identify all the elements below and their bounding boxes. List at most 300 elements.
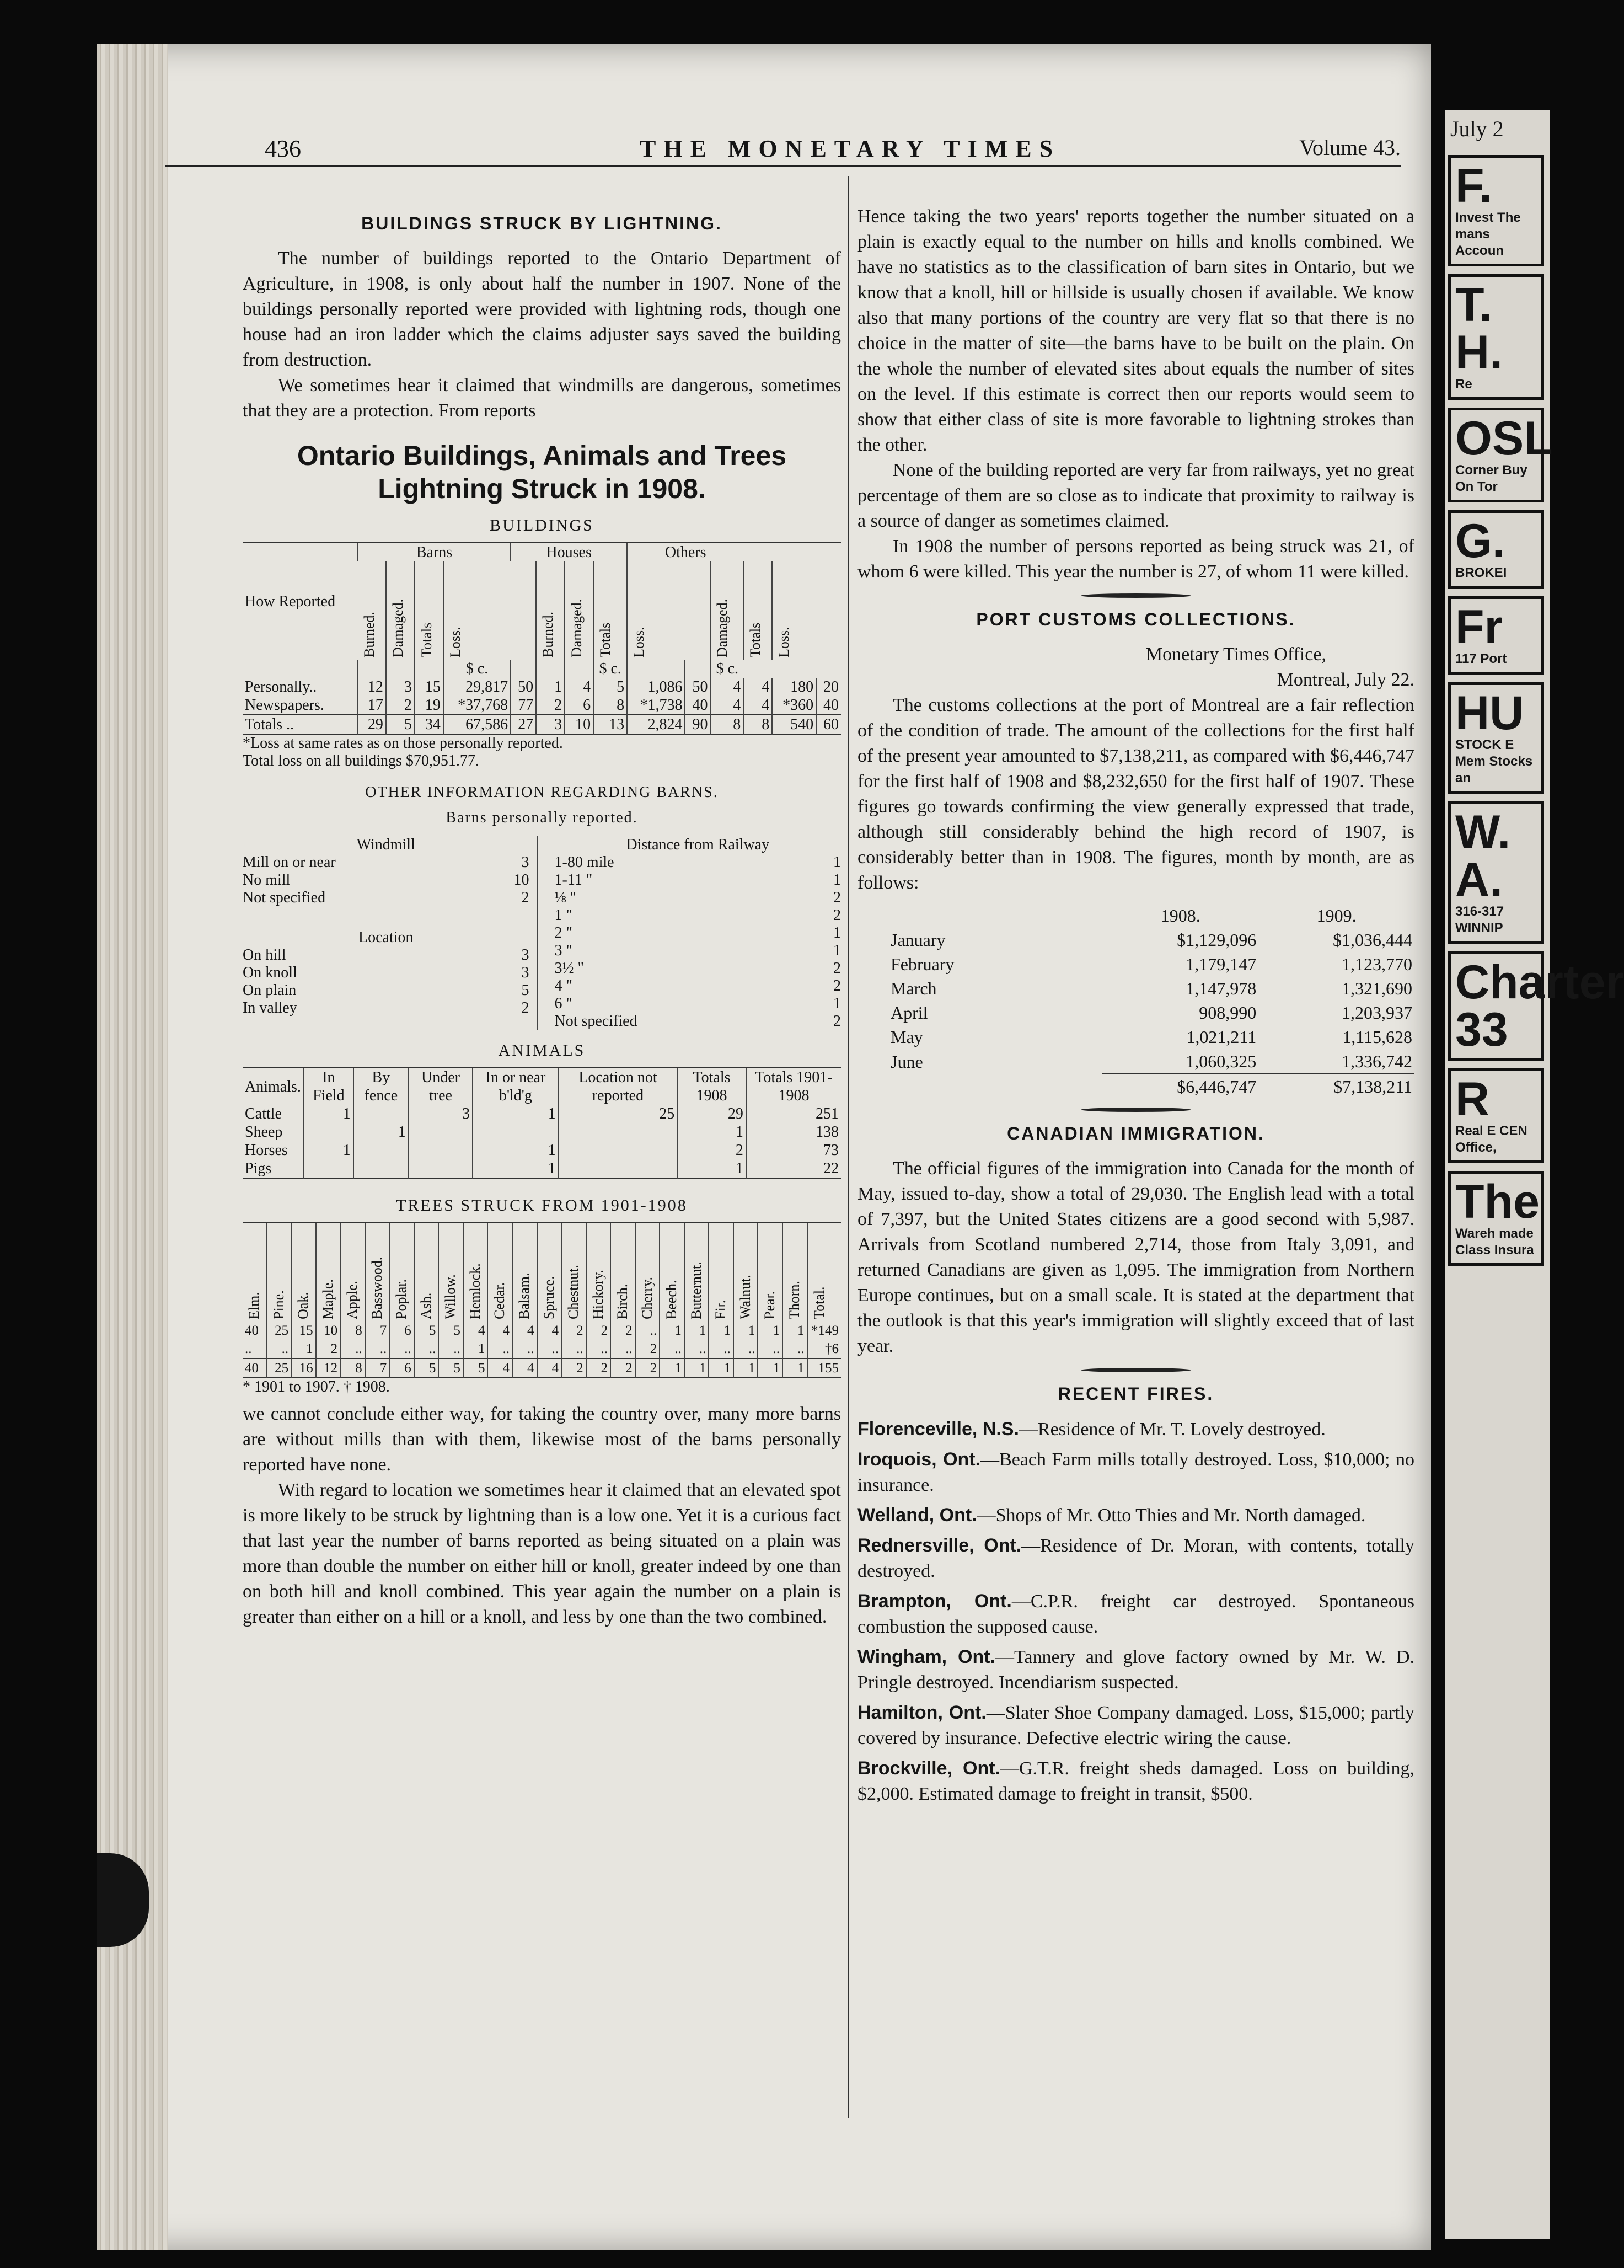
table-cell [409,1123,473,1141]
table-cell: 1 [782,1322,807,1340]
fire-text: —Tannery and glove factory owned by Mr. W. D. Pringle destroyed. Incendiarism suspected. [857,1647,1415,1693]
buildings-table [243,542,841,735]
table-row [243,1358,841,1378]
table-cell: 16 [291,1358,316,1378]
fire-item [857,1533,1414,1584]
barns-group: Barns [358,543,511,562]
table-cell: 25 [267,1322,292,1340]
ad-small-text: Re [1455,377,1472,392]
table-row [857,976,1414,1001]
list-item [555,889,842,907]
column-rule [848,176,849,2118]
table-cell: 2 [316,1340,341,1358]
table-cell: .. [512,1340,537,1358]
windmill-heading: Windmill [356,836,415,853]
item-label: Mill on or near [243,854,336,871]
table-cell: .. [340,1340,365,1358]
ad-big-text: The [1455,1175,1540,1228]
tree-col-header [709,1223,733,1322]
table-cell: 1 [709,1358,733,1378]
table-cell: 25 [267,1358,292,1378]
table-cell: .. [537,1340,562,1358]
month-1909: 1,321,690 [1342,978,1412,998]
table-row [243,678,841,696]
customs-heading: PORT CUSTOMS COLLECTIONS. [976,609,1296,629]
table-cell: 29 [358,715,386,734]
ad-small-text: Corner Buy On Tor [1455,463,1527,494]
adjacent-ad [1448,1171,1544,1266]
table-cell: 1 [733,1322,758,1340]
tree-col-label: Pine. [270,1290,287,1319]
houses-group: Houses [511,543,627,562]
tree-col-header [291,1223,316,1322]
tree-col-header [807,1223,841,1322]
lightning-para-5: Hence taking the two years' reports together the number situated on a plain is exactly equal to the number on hills and knolls combined. We have no statistics as to the classification of barn sites in Ontario, but we know that a knoll, hill or hillside is usually chosen if available. We know also that many portions of the country are very flat so that there is no choice in the matter of site—the barns have to be built on the plain. On the whole the number of elevated sites about equals the number of sites on the level. If this estimate is correct then our reports would seem to show that either class of site is more favorable to lightning strokes than the other. [857,206,1414,455]
ad-small-text: Wareh made Class Insura [1455,1226,1534,1258]
table-cell: 4 [487,1322,512,1340]
adjacent-ad [1448,596,1544,675]
col-header-label: Damaged. [389,598,406,657]
fire-text: —Residence of Mr. T. Lovely destroyed. [1019,1419,1326,1440]
tree-col-label: Apple. [344,1280,361,1319]
table-cell: 3 [409,1105,473,1123]
table-cell: 2 [561,1358,586,1378]
month-1908: 1,021,211 [1186,1027,1257,1047]
table-cell: 5 [463,1358,488,1378]
table-cell: 1 [758,1358,782,1378]
item-label: 2 " [554,924,572,942]
tree-col-label: Balsam. [516,1272,532,1319]
table-cell: 34 [415,715,443,734]
table-cell: 8 [710,715,743,734]
table-title-line-2: Lightning Struck in 1908. [378,473,706,504]
table-cell: Sheep [245,1124,283,1141]
ad-big-text: F. [1455,159,1492,212]
tree-col-label: Cherry. [639,1276,655,1319]
table-cell: 6 [389,1322,414,1340]
col-header-damaged [710,561,743,660]
month-label: February [891,954,955,974]
fire-place: Welland, Ont. [857,1505,977,1526]
table-cell: 7 [365,1322,390,1340]
fire-place: Hamilton, Ont. [857,1702,987,1723]
lightning-para-3: we cannot conclude either way, for taking the country over, many more barns are without mills than with them, likewise most of the barns personally reported have none. [243,1404,841,1475]
immigration-para: The official figures of the immigration into Canada for the month of May, issued to-day, show a total of 29,030. The English lead with a total of 7,397, but the United States citizens are a good second with 5,987. Arrivals from Scotland numbered 2,714, those from Italy 3,091, and returned Canadians are given as 1,095. The immigration from Northern Europe continues, but on a small scale. It is stated at the department that the outlook is that this year's immigration will slightly exceed that of last year. [857,1158,1414,1356]
table-cell: 40 [243,1358,267,1378]
table-cell: 4 [463,1322,488,1340]
tree-col-header [389,1223,414,1322]
item-label: 1 " [554,907,572,924]
section-ornament [1081,1108,1191,1112]
table-cell: *149 [807,1322,841,1340]
list-item [243,871,529,889]
month-1908: 908,990 [1199,1003,1257,1023]
tree-col-label: Hemlock. [467,1263,483,1319]
table-cell: 12 [316,1358,341,1378]
item-value: 1 [833,854,841,871]
table-cell: 1 [660,1322,684,1340]
list-item [555,907,842,924]
table-cell: 4 [512,1358,537,1378]
tree-col-header [561,1223,586,1322]
table-cell: 2 [677,1141,746,1159]
table-cell: 13 [593,715,627,734]
masthead-title: THE MONETARY TIMES [640,135,1061,162]
col-header-label: Totals [747,622,764,657]
cents-label: c. [477,660,489,677]
table-cell: 4 [565,678,593,696]
table-row [243,1105,841,1123]
table-cell: 2 [586,1322,611,1340]
col-header-label: Loss. [776,627,792,657]
lightning-heading: BUILDINGS STRUCK BY LIGHTNING. [361,213,722,233]
table-cell: 4 [710,696,743,715]
fire-text: —Residence of Dr. Moran, with contents, totally destroyed. [857,1536,1414,1581]
table-cell: 5 [386,715,415,734]
table-row [857,928,1414,952]
item-value: 2 [833,977,841,994]
item-value: 1 [833,871,841,889]
item-label: No mill [243,871,291,889]
table-cell [473,1123,559,1141]
list-item [555,995,842,1013]
month-1909: 1,123,770 [1342,954,1412,974]
trees-label: TREES STRUCK FROM 1901-1908 [396,1196,688,1215]
ad-big-text: T. H. [1455,279,1503,379]
animals-label: ANIMALS [498,1041,586,1060]
table-cell: 67,586 [443,715,511,734]
item-value: 2 [833,960,841,977]
railway-heading: Distance from Railway [626,836,770,853]
col-header-loss [627,561,710,660]
table-cell: *1,738 [627,696,685,715]
table-cell: 77 [511,696,536,715]
table-cell: 4 [710,678,743,696]
table-cell: Totals .. [243,715,358,734]
adjacent-ad [1448,1068,1544,1163]
tree-col-label: Chestnut. [565,1265,582,1319]
tree-col-label: Beech. [663,1280,680,1319]
table-cell: 40 [685,696,710,715]
how-reported-header: How Reported [245,593,336,610]
col-header-label: Burned. [540,611,556,657]
customs-table [857,903,1414,1099]
table-cell: 8 [340,1358,365,1378]
table-cell: 4 [487,1358,512,1378]
other-info-heading: OTHER INFORMATION REGARDING BARNS. [365,784,719,801]
item-label: On plain [243,982,297,999]
item-label: 6 " [554,995,572,1012]
trees-note: * 1901 to 1907. † 1908. [243,1378,390,1395]
table-cell: 1 [733,1358,758,1378]
item-value: 1 [833,942,841,959]
tree-col-header [463,1223,488,1322]
volume-label: Volume 43. [1299,135,1401,160]
animal-col-header: In or near b'ld'g [473,1068,559,1105]
table-cell: 540 [772,715,816,734]
lightning-para-6: None of the building reported are very far from railways, yet no great percentage of them are so close as to indicate that proximity to railway is a source of danger as sometimes claimed. [857,460,1414,531]
table-cell: 1 [463,1340,488,1358]
table-cell: .. [782,1340,807,1358]
other-info-sub: Barns personally reported. [446,809,638,826]
table-cell: 5 [593,678,627,696]
tree-col-header [316,1223,341,1322]
ad-big-text: OSL [1455,412,1553,465]
item-label: 1-11 " [554,871,593,889]
table-cell: 155 [807,1358,841,1378]
fire-place: Brampton, Ont. [857,1591,1012,1612]
list-item [555,942,842,960]
list-item [555,871,842,889]
item-label: 4 " [554,977,572,994]
fire-item [857,1588,1414,1640]
table-cell: 1 [782,1358,807,1378]
tree-col-label: Birch. [614,1283,631,1319]
fires-list [857,1416,1414,1807]
table-cell: .. [709,1340,733,1358]
table-cell: .. [684,1340,709,1358]
col-header-damaged [565,561,593,660]
lightning-para-4: With regard to location we sometimes hear it claimed that an elevated spot is more likely to be struck by lightning than is a low one. Yet it is a curious fact that last year the number of barns reported as being situated on a plain was more than double the number on either hill or knoll, greater indeed by one than on both hill and knoll combined. This year again the number on a plain is greater than either on a hill or a knoll, and less by one than the two combined. [243,1480,841,1627]
list-item [243,946,529,964]
section-ornament [1081,1368,1191,1372]
table-cell: 90 [685,715,710,734]
table-title-line-1: Ontario Buildings, Animals and Trees [297,440,787,471]
col-header-label: Damaged. [569,598,585,657]
table-cell [353,1159,409,1178]
fire-place: Brockville, Ont. [857,1758,1000,1779]
list-item [555,977,842,995]
item-label: On hill [243,946,286,964]
col-header-label: Damaged. [714,598,731,657]
month-1909: $1,036,444 [1333,930,1412,950]
adjacent-ad [1448,951,1624,1061]
lightning-para-2: We sometimes hear it claimed that windmills are dangerous, sometimes that they are a protection. From reports [243,375,841,421]
list-item [243,889,529,907]
ad-big-text: Charter 33 [1455,956,1624,1056]
table-cell: .. [267,1340,292,1358]
list-item [243,964,529,982]
item-value: 2 [521,889,529,906]
col-header-totals [743,561,772,660]
list-item [555,924,842,942]
ad-big-text: Fr [1455,601,1503,654]
table-cell: 1 [473,1105,559,1123]
adjacent-page [1445,110,1624,2239]
table-cell: 1 [758,1322,782,1340]
ad-small-text: 117 Port [1455,651,1507,666]
table-cell: 2 [610,1322,635,1340]
tree-col-header [537,1223,562,1322]
ad-big-text: HU [1455,687,1524,740]
table-cell: 4 [537,1322,562,1340]
table-row [243,1141,841,1159]
currency-sign: $ [716,660,724,677]
buildings-label: BUILDINGS [490,516,594,534]
table-cell: Personally.. [245,678,317,696]
table-cell: 1 [304,1105,353,1123]
animal-col-header: Totals 1901-1908 [746,1068,841,1105]
tree-col-header [414,1223,439,1322]
item-label: In valley [243,999,297,1017]
table-cell: .. [389,1340,414,1358]
table-cell: 12 [358,678,386,696]
ad-big-text: G. [1455,515,1505,568]
table-cell: Pigs [245,1160,272,1177]
immigration-heading: CANADIAN IMMIGRATION. [1007,1124,1265,1143]
table-cell: .. [660,1340,684,1358]
tree-col-label: Willow. [442,1274,459,1319]
table-cell: .. [438,1340,463,1358]
month-label: January [891,930,946,950]
month-label: May [891,1027,923,1047]
total-loss-note: Total loss on all buildings $70,951.77. [243,752,479,769]
table-cell [304,1159,353,1178]
table-cell: 251 [746,1105,841,1123]
right-column [857,204,1414,1807]
fire-text: —Beach Farm mills totally destroyed. Loss, $10,000; no insurance. [857,1449,1414,1495]
month-1908: 1,147,978 [1186,978,1257,998]
fire-text: —Shops of Mr. Otto Thies and Mr. North damaged. [977,1505,1366,1526]
table-cell: 8 [743,715,772,734]
tree-col-header [610,1223,635,1322]
table-cell: 2 [610,1358,635,1378]
animal-col-header: Location not reported [559,1068,677,1105]
table-cell: 5 [438,1358,463,1378]
table-cell: Cattle [245,1105,282,1122]
fire-item [857,1644,1414,1695]
table-cell [409,1141,473,1159]
tree-col-header [243,1223,267,1322]
tree-col-label: Poplar. [393,1279,410,1319]
table-cell: 29,817 [443,678,511,696]
tree-col-header [365,1223,390,1322]
table-cell: 10 [316,1322,341,1340]
col-header-label: Totals [597,622,614,657]
ad-small-text: BROKEI [1455,565,1507,580]
left-column [243,204,841,1630]
loss-note: *Loss at same rates as on those personally reported. [243,735,563,752]
table-cell: 29 [677,1105,746,1123]
tree-col-label: Total. [811,1286,827,1319]
ad-small-text: 316-317 WINNIP [1455,904,1504,935]
tree-col-header [635,1223,660,1322]
table-cell: 2 [635,1340,660,1358]
table-cell [559,1141,677,1159]
item-value: 2 [833,1013,841,1030]
col-header-totals [415,561,443,660]
adjacent-header: July 2 [1450,116,1504,141]
item-value: 5 [521,982,529,999]
animal-col-header: By fence [353,1068,409,1105]
tree-col-label: Butternut. [688,1261,704,1319]
tree-col-label: Hickory. [589,1269,606,1319]
customs-office: Monetary Times Office, [1145,644,1326,665]
month-1909: 1,336,742 [1342,1051,1412,1071]
fire-text: —G.T.R. freight sheds damaged. Loss on building, $2,000. Estimated damage to freight in transit, $500. [857,1758,1414,1804]
tree-col-label: Ash. [417,1292,434,1319]
table-cell: 1,086 [627,678,685,696]
table-cell: 50 [685,678,710,696]
item-label: Not specified [554,1013,637,1030]
tree-col-label: Fir. [712,1299,729,1319]
table-cell [353,1105,409,1123]
item-value: 3 [521,964,529,981]
table-cell: 27 [511,715,536,734]
ad-big-text: W. A. [1455,806,1511,906]
table-cell: 180 [772,678,816,696]
table-cell: .. [635,1322,660,1340]
table-cell [353,1141,409,1159]
cents-label: c. [610,660,621,677]
table-cell: 19 [415,696,443,715]
animal-col-header: In Field [304,1068,353,1105]
col-header-totals [593,561,627,660]
item-value: 1 [833,995,841,1012]
table-cell: 4 [743,696,772,715]
table-cell: 1 [660,1358,684,1378]
item-value: 3 [521,854,529,871]
currency-sign: $ [465,660,474,677]
table-cell: .. [561,1340,586,1358]
item-label: 3 " [554,942,572,959]
adjacent-ad [1448,801,1544,944]
table-cell: 22 [746,1159,841,1178]
table-cell: 1 [684,1322,709,1340]
ad-small-text: Invest The mans Accoun [1455,210,1521,258]
col-header-burned [536,561,565,660]
fire-place: Wingham, Ont. [857,1646,995,1667]
location-heading: Location [358,929,414,946]
tree-col-header [487,1223,512,1322]
customs-dateline: Montreal, July 22. [1277,670,1414,690]
table-cell: 138 [746,1123,841,1141]
table-row [243,696,841,715]
tree-col-header [684,1223,709,1322]
tree-col-header [586,1223,611,1322]
table-cell: 20 [816,678,841,696]
table-title [243,439,841,505]
table-cell: 40 [816,696,841,715]
table-cell: 4 [537,1358,562,1378]
table-cell: 60 [816,715,841,734]
list-item [555,854,842,871]
table-row [243,1159,841,1178]
table-cell: 7 [365,1358,390,1378]
month-label: March [891,978,937,998]
trees-table [243,1222,841,1378]
table-cell [304,1123,353,1141]
customs-para: The customs collections at the port of Montreal are a fair reflection of the condition of trade. The amount of the collections for the first half of the present year amounted to $7,138,211, as compared with $6,446,747 for the first half of 1908 and $8,232,650 for the first half of 1907. These figures go towards confirming the view generally expressed that trade, although still considerably behind the high record of 1907, is considerably better than in 1908. The figures, month by month, are as follows: [857,695,1414,893]
lightning-para-1: The number of buildings reported to the Ontario Department of Agriculture, in 1908, is only about half the number in 1907. None of the buildings personally reported were provided with lightning rods, though one house had an iron ladder which the claims adjuster says saved the building from destruction. [243,248,841,370]
table-cell: 4 [743,678,772,696]
tree-col-header [438,1223,463,1322]
table-cell [559,1159,677,1178]
tree-col-label: Basswood. [368,1256,385,1319]
col-header-label: Loss. [631,627,647,657]
table-cell: .. [245,1341,252,1356]
table-cell: 10 [565,715,593,734]
table-cell [409,1159,473,1178]
table-cell: .. [733,1340,758,1358]
fire-item [857,1447,1414,1498]
year-1909: 1909. [1316,906,1357,926]
animal-col-header: Under tree [409,1068,473,1105]
customs-total-1908: $6,446,747 [1102,1074,1258,1099]
section-ornament [1081,593,1191,598]
table-row [243,1322,841,1340]
table-cell: 2,824 [627,715,685,734]
